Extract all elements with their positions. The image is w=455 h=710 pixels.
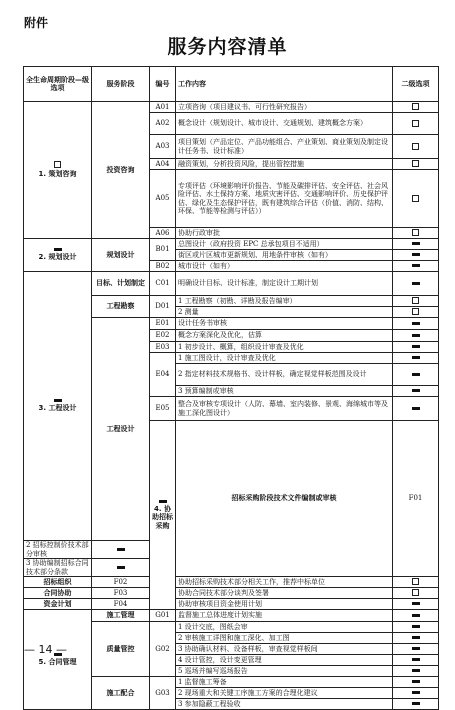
option-cell <box>393 113 439 135</box>
option-checkbox[interactable] <box>412 356 420 359</box>
content-cell: 1 设计交底，图纸会审 <box>176 622 393 633</box>
option-checkbox[interactable] <box>412 407 420 410</box>
code-cell: E01 <box>150 318 176 330</box>
stage-label: 3. 工程设计 <box>38 404 77 413</box>
content-cell: 协助招标采购技术部分相关工作，推荐中标单位 <box>176 577 393 588</box>
code-cell: F01 <box>393 421 439 577</box>
option-checkbox[interactable] <box>412 297 419 304</box>
code-cell: A02 <box>150 113 176 135</box>
option-checkbox[interactable] <box>117 548 125 551</box>
option-cell <box>393 622 439 633</box>
content-cell: 3 协助编制招标合同技术部分条款 <box>24 559 92 577</box>
stage-label: 2. 规划设计 <box>38 253 77 262</box>
option-checkbox[interactable] <box>412 589 419 596</box>
option-checkbox[interactable] <box>412 242 420 245</box>
code-cell: E02 <box>150 330 176 342</box>
content-cell: 协助审核项目资金使用计划 <box>176 599 393 610</box>
page-number: — 14 — <box>24 643 67 656</box>
phase-cell: 招标采购阶段技术文件编制或审核 <box>176 421 393 577</box>
option-cell <box>393 386 439 397</box>
option-cell <box>393 170 439 228</box>
stage-label: 1. 策划咨询 <box>38 170 77 179</box>
content-cell: 1 监督施工筹备 <box>176 677 393 688</box>
content-cell: 协助合同技术部分谈判及签署 <box>176 588 393 599</box>
content-cell: 2 测量 <box>176 307 393 318</box>
option-checkbox[interactable] <box>412 282 420 285</box>
stage-cell-1 <box>24 102 92 239</box>
code-cell: A03 <box>150 135 176 159</box>
content-cell: 项目策划（产品定位、产品功能组合、产业策划、商业策划及制定设计任务书、设计标准） <box>176 135 393 159</box>
content-cell: 2 现场重大和关键工序施工方案的合理化建议 <box>176 688 393 699</box>
code-cell: A04 <box>150 159 176 170</box>
table-row <box>24 588 439 599</box>
col-header-option: 二级选项 <box>393 67 439 102</box>
content-cell: 2 指定材料技术规格书、设计样板，确定视觉样板范围及设计 <box>176 364 393 386</box>
option-checkbox[interactable] <box>412 658 420 661</box>
col-header-code: 编号 <box>150 67 176 102</box>
option-checkbox[interactable] <box>412 691 420 694</box>
option-cell <box>393 364 439 386</box>
phase-cell: 目标、计划制定 <box>92 272 150 296</box>
option-cell <box>393 677 439 688</box>
stage-option-checkbox[interactable] <box>54 248 62 251</box>
table-row <box>24 239 439 250</box>
service-content-table <box>23 66 439 710</box>
code-cell: E05 <box>150 397 176 421</box>
content-cell: 概念设计（规划设计、城市设计、交通规划、建筑概念方案） <box>176 113 393 135</box>
content-cell: 专项评估（环境影响评价报告、节能及碳排评估、安全评估、社会风险评估、水土保持方案、地质灾害评估、交通影响评价、历史保护评估、绿化及生态保护评估，既有建筑综合评估（价值、消防、结构、环保、节能等检测与评估）） <box>176 170 393 228</box>
option-checkbox[interactable] <box>412 614 420 617</box>
stage-cell-4 <box>150 421 176 610</box>
phase-cell: 工程勘察 <box>92 296 150 318</box>
option-cell <box>393 296 439 307</box>
code-cell: D01 <box>150 296 176 318</box>
option-checkbox[interactable] <box>412 578 419 585</box>
table-row <box>24 102 439 113</box>
option-cell <box>92 559 150 577</box>
content-cell: 融资策划，分析投资风险，提出管控措施 <box>176 159 393 170</box>
content-cell: 1 工程勘察（初勘、详勘及报告编审） <box>176 296 393 307</box>
content-cell: 立项咨询（项目建议书、可行性研究报告） <box>176 102 393 113</box>
table-row <box>24 599 439 610</box>
stage-label: 5. 合同管理 <box>38 657 77 666</box>
option-cell <box>393 397 439 421</box>
option-cell <box>393 261 439 272</box>
option-checkbox[interactable] <box>412 264 420 267</box>
option-checkbox[interactable] <box>412 602 420 605</box>
option-checkbox[interactable] <box>412 229 419 236</box>
table-header-row <box>24 67 439 102</box>
option-cell <box>393 610 439 622</box>
option-cell <box>393 239 439 250</box>
option-cell <box>393 699 439 710</box>
option-cell <box>393 135 439 159</box>
phase-cell: 资金计划 <box>24 599 92 610</box>
code-cell: E03 <box>150 342 176 353</box>
content-cell: 总图设计（政府投资 EPC 总承包项目不适用） <box>176 239 393 250</box>
code-cell: E04 <box>150 353 176 397</box>
table-row <box>24 610 439 622</box>
option-checkbox[interactable] <box>412 253 420 256</box>
option-checkbox[interactable] <box>117 566 125 569</box>
option-cell <box>393 655 439 666</box>
stage-option-checkbox[interactable] <box>54 161 61 168</box>
phase-cell: 合同协助 <box>24 588 92 599</box>
phase-cell: 施工管理 <box>92 610 150 622</box>
code-cell: F04 <box>92 599 150 610</box>
code-cell: A06 <box>150 228 176 239</box>
option-cell <box>393 588 439 599</box>
code-cell: A05 <box>150 170 176 228</box>
option-cell <box>393 633 439 644</box>
code-cell: G01 <box>150 610 176 622</box>
code-cell: G03 <box>150 677 176 710</box>
content-cell: 2 审核施工详图和施工深化、加工图 <box>176 633 393 644</box>
option-cell <box>393 102 439 113</box>
option-checkbox[interactable] <box>412 373 420 376</box>
stage-option-checkbox[interactable] <box>159 500 167 503</box>
option-checkbox[interactable] <box>412 334 420 337</box>
code-cell: B01 <box>150 239 176 261</box>
content-cell: 1 初步设计、概算，组织设计审查及优化 <box>176 342 393 353</box>
phase-cell: 规划设计 <box>92 239 150 272</box>
stage-label: 4. 协助招标采购 <box>152 504 173 530</box>
option-cell <box>393 159 439 170</box>
option-cell <box>393 330 439 342</box>
code-cell: B02 <box>150 261 176 272</box>
content-cell: 4 设计管控，设计变更管理 <box>176 655 393 666</box>
content-cell: 5 巡场并编写巡场报告 <box>176 666 393 677</box>
content-cell: 街区或片区城市更新规划、用地条件审核（如有） <box>176 250 393 261</box>
code-cell: F02 <box>92 577 150 588</box>
content-cell: 协助行政审批 <box>176 228 393 239</box>
option-cell <box>393 318 439 330</box>
option-checkbox[interactable] <box>412 636 420 639</box>
content-cell: 概念方案深化及优化，估算 <box>176 330 393 342</box>
option-checkbox[interactable] <box>412 308 419 315</box>
option-cell <box>393 250 439 261</box>
table-row <box>24 272 439 296</box>
table-row <box>24 577 439 588</box>
col-header-phase: 服务阶段 <box>92 67 150 102</box>
option-checkbox[interactable] <box>412 625 420 628</box>
phase-cell: 施工配合 <box>92 677 150 710</box>
phase-cell: 招标组织 <box>24 577 92 588</box>
stage-cell-5 <box>24 610 92 710</box>
content-cell: 3 参加隐蔽工程验收 <box>176 699 393 710</box>
col-header-content: 工作内容 <box>176 67 393 102</box>
option-checkbox[interactable] <box>412 680 420 683</box>
stage-cell-2 <box>24 239 92 272</box>
option-cell <box>393 353 439 364</box>
option-checkbox[interactable] <box>412 702 420 705</box>
stage-option-checkbox[interactable] <box>54 399 62 402</box>
content-cell: 明确设计目标、设计标准，制定设计工期计划 <box>176 272 393 296</box>
content-cell: 城市设计（如有） <box>176 261 393 272</box>
option-checkbox[interactable] <box>412 103 419 110</box>
option-checkbox[interactable] <box>412 647 420 650</box>
stage-cell-3 <box>24 272 92 541</box>
option-cell <box>393 666 439 677</box>
option-checkbox[interactable] <box>412 345 420 348</box>
code-cell: G02 <box>150 622 176 677</box>
code-cell: C01 <box>150 272 176 296</box>
content-cell: 2 招标控制价技术部分审核 <box>24 541 92 559</box>
option-cell <box>393 272 439 296</box>
phase-cell: 工程设计 <box>92 318 150 541</box>
content-cell: 整合及审核专项设计（人防、幕墙、室内装修、景观、海绵城市等及施工深化图设计） <box>176 397 393 421</box>
content-cell: 监督施工总体进度计划实施 <box>176 610 393 622</box>
phase-cell: 质量管控 <box>92 622 150 677</box>
option-cell <box>393 688 439 699</box>
phase-cell: 投资咨询 <box>92 102 150 239</box>
content-cell: 3 协助确认材料、设备样板，审查视觉样板间 <box>176 644 393 655</box>
code-cell: A01 <box>150 102 176 113</box>
option-checkbox[interactable] <box>412 143 419 150</box>
content-cell: 设计任务书审核 <box>176 318 393 330</box>
code-cell: F03 <box>92 588 150 599</box>
option-checkbox[interactable] <box>412 120 419 127</box>
option-cell <box>393 307 439 318</box>
option-cell <box>393 577 439 588</box>
page-title: 服务内容清单 <box>167 36 288 58</box>
option-checkbox[interactable] <box>412 195 419 202</box>
option-cell <box>393 342 439 353</box>
option-checkbox[interactable] <box>412 389 420 392</box>
option-cell <box>393 644 439 655</box>
attachment-label: 附件 <box>24 16 49 30</box>
col-header-stage: 全生命周期阶段—级选项 <box>24 67 92 102</box>
option-cell <box>393 599 439 610</box>
option-checkbox[interactable] <box>412 160 419 167</box>
option-checkbox[interactable] <box>412 669 420 672</box>
content-cell: 1 施工图设计，设计审查及优化 <box>176 353 393 364</box>
content-cell: 3 预算编制或审核 <box>176 386 393 397</box>
option-cell <box>92 541 150 559</box>
option-cell <box>393 228 439 239</box>
option-checkbox[interactable] <box>412 322 420 325</box>
